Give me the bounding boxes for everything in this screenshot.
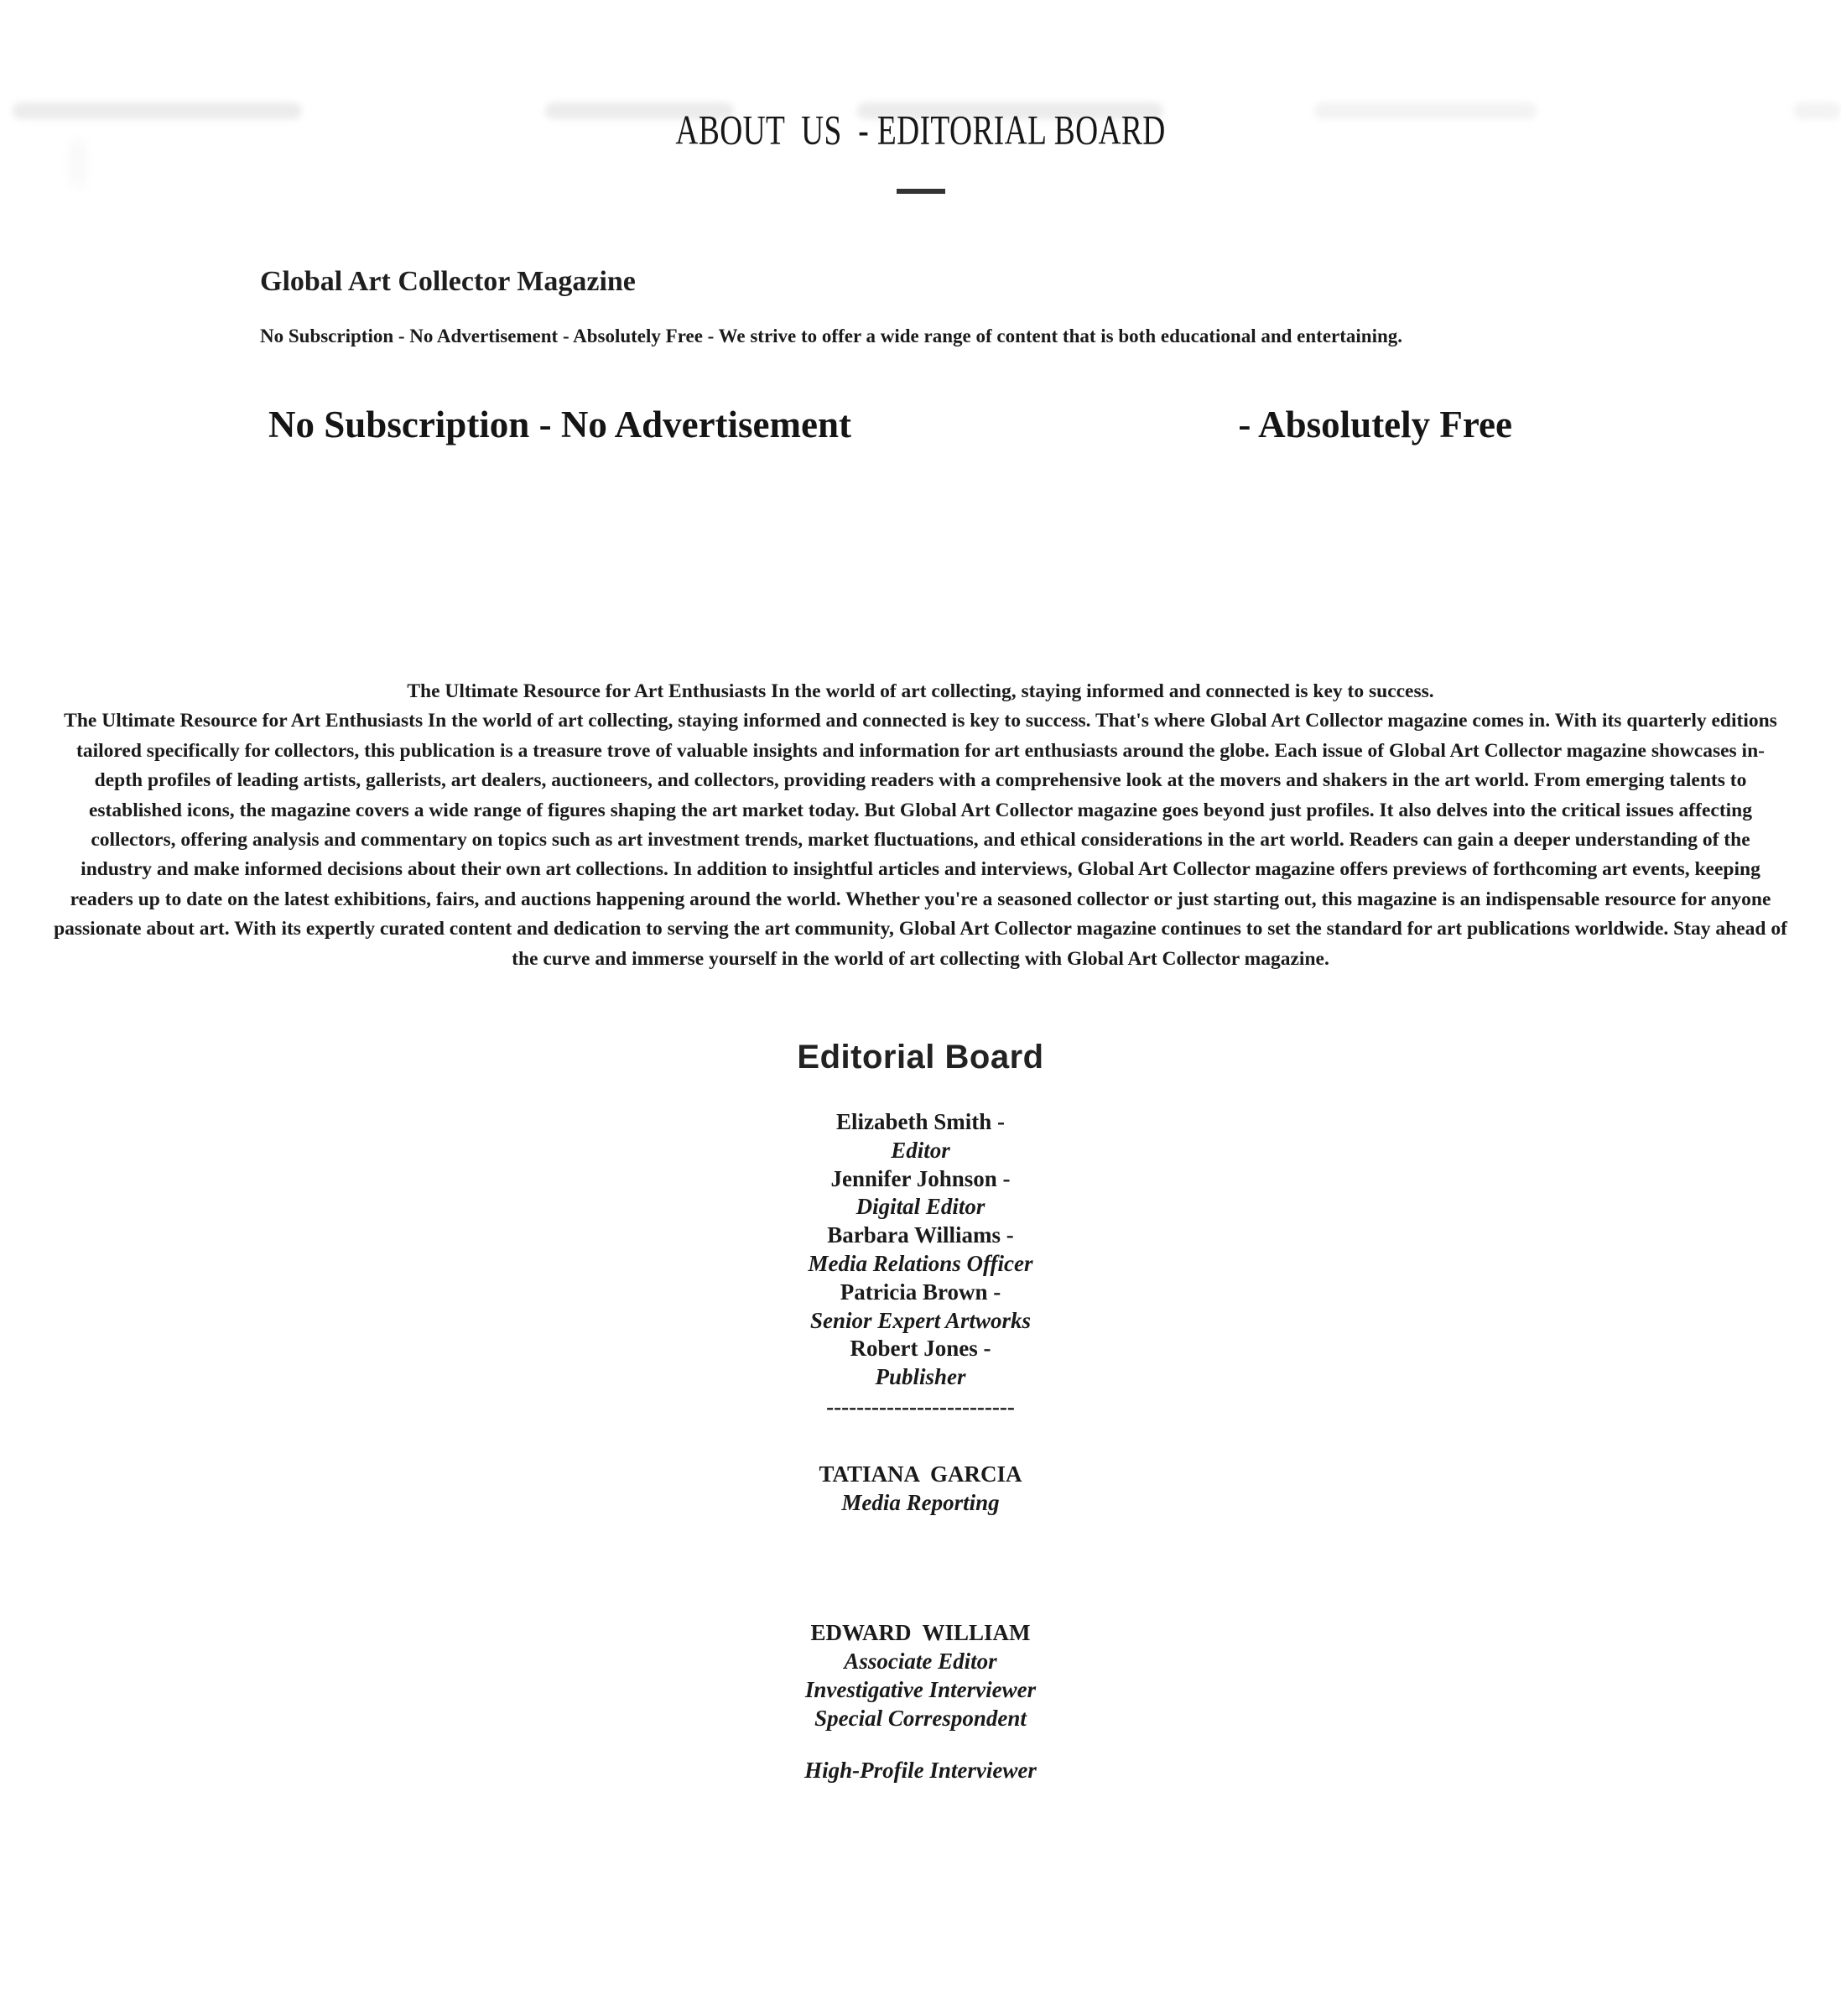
dashed-divider: ------------------------- xyxy=(826,1394,1015,1420)
faded-edge-artifact xyxy=(69,139,87,188)
board-member xyxy=(0,1165,1841,1222)
promo-headline-left: No Subscription - No Advertisement xyxy=(268,404,851,445)
member-role: Media Relations Officer xyxy=(808,1251,1033,1277)
contributor-role: Associate Editor xyxy=(844,1649,997,1675)
faded-nav-remnant xyxy=(1793,102,1841,119)
magazine-name: Global Art Collector Magazine xyxy=(260,266,636,297)
promo-headline xyxy=(0,401,1841,448)
contributor-role: Investigative Interviewer xyxy=(804,1677,1037,1703)
contributor-name: EDWARD WILLIAM xyxy=(810,1620,1031,1646)
intro-section xyxy=(260,264,1841,349)
contributor-edward-william xyxy=(0,1619,1841,1784)
member-role: Publisher xyxy=(875,1364,966,1390)
title-divider xyxy=(897,189,945,194)
board-member xyxy=(0,1335,1841,1392)
board-member xyxy=(0,1222,1841,1279)
contributor-role: Special Correspondent xyxy=(814,1705,1027,1731)
magazine-tagline: No Subscription - No Advertisement - Absolutely Free - We strive to offer a wide range of content that is both educational and entertaining. xyxy=(260,326,1403,346)
member-role: Senior Expert Artworks xyxy=(809,1307,1032,1333)
member-name: Jennifer Johnson - xyxy=(830,1165,1011,1191)
member-name: Robert Jones - xyxy=(850,1336,991,1362)
board-member xyxy=(0,1108,1841,1165)
page-title-text: ABOUT US - EDITORIAL BOARD xyxy=(675,107,1166,154)
about-description xyxy=(54,677,1787,974)
promo-headline-right: - Absolutely Free xyxy=(1238,404,1512,445)
member-name: Barbara Williams - xyxy=(827,1222,1014,1248)
member-role: Editor xyxy=(891,1137,950,1163)
editorial-board-list xyxy=(0,1108,1841,1392)
contributor-name: TATIANA GARCIA xyxy=(819,1461,1022,1487)
contributor-role: Media Reporting xyxy=(841,1489,1000,1515)
member-name: Elizabeth Smith - xyxy=(835,1109,1005,1135)
editorial-board-heading: Editorial Board xyxy=(797,1039,1044,1076)
faded-nav-remnant xyxy=(1314,102,1537,119)
member-role: Digital Editor xyxy=(855,1194,986,1220)
about-body-text: The Ultimate Resource for Art Enthusiasts In the world of art collecting, staying informed and connected is key to success. That's where Global Art Collector magazine comes in. With its quarterly editions tailored specifically for collectors, this publication is a treasure trove of valuable insights and information for art enthusiasts around the globe. Each issue of Global Art Collector magazine showcases in-depth profiles of leading artists, gallerists, art dealers, auctioneers, and collectors, providing readers with a comprehensive look at the movers and shakers in the art world. From emerging talents to established icons, the magazine covers a wide range of figures shaping the art market today. But Global Art Collector magazine goes beyond just profiles. It also delves into the critical issues affecting collectors, offering analysis and commentary on topics such as art investment trends, market fluctuations, and ethical considerations in the art world. Readers can gain a deeper understanding of the industry and make informed decisions about their own art collections. In addition to insightful articles and interviews, Global Art Collector magazine offers previews of forthcoming art events, keeping readers up to date on the latest exhibitions, fairs, and auctions happening around the world. Whether you're a seasoned collector or just starting out, this magazine is an indispensable resource for anyone passionate about art. With its expertly curated content and dedication to serving the art community, Global Art Collector magazine continues to set the standard for art publications worldwide. Stay ahead of the curve and immerse yourself in the world of art collecting with Global Art Collector magazine. xyxy=(54,710,1787,970)
faded-nav-remnant xyxy=(13,102,302,119)
contributor-tatiana-garcia xyxy=(0,1461,1841,1518)
contributor-role: High-Profile Interviewer xyxy=(804,1757,1037,1783)
member-name: Patricia Brown - xyxy=(840,1279,1001,1305)
board-member xyxy=(0,1279,1841,1336)
about-lead-line: The Ultimate Resource for Art Enthusiasts In the world of art collecting, staying informed and connected is key to success. xyxy=(407,680,1434,702)
